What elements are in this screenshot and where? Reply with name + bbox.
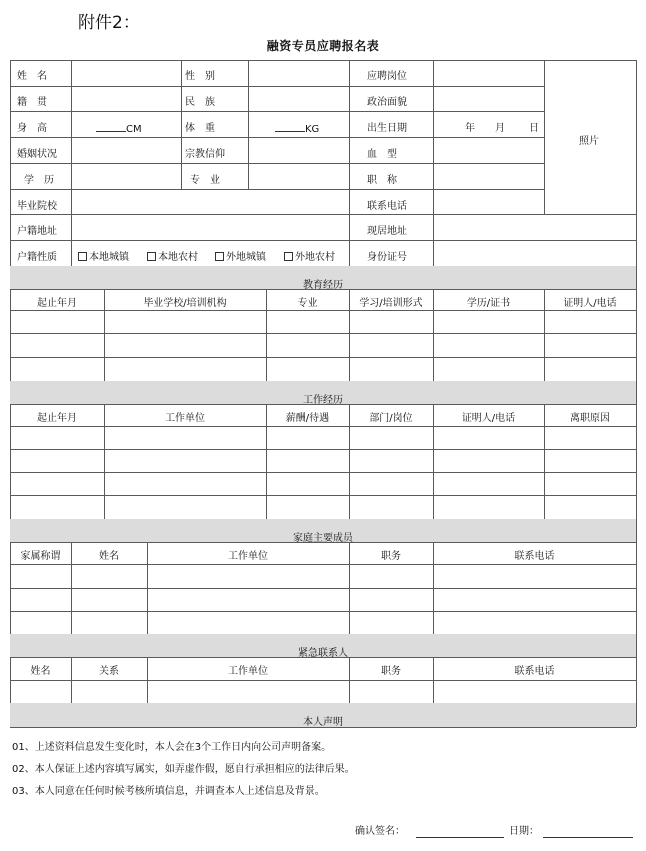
edu-header-school: 毕业学校/培训机构: [143, 298, 227, 309]
work-header-department: 部门/岗位: [369, 413, 413, 424]
work-header-salary: 薪酬/待遇: [285, 413, 330, 424]
birth-day: 日: [529, 123, 539, 134]
current-address-label: 现居地址: [367, 226, 407, 237]
work-header-leave-reason: 离职原因: [570, 413, 610, 424]
grid-line: [181, 60, 182, 189]
signature-line[interactable]: [416, 837, 504, 838]
emergency-header-relation: 关系: [99, 666, 119, 677]
declaration-item-1: 01、上述资料信息发生变化时，本人会在3个工作日内向公司声明备案。: [12, 742, 332, 753]
family-header-phone: 联系电话: [514, 551, 555, 562]
height-label: 身 高: [17, 123, 47, 134]
grid-line: [10, 111, 544, 112]
work-header-reference: 证明人/电话: [461, 413, 516, 424]
hukou-address-label: 户籍地址: [17, 226, 57, 237]
grid-line: [10, 163, 544, 164]
id-number-label: 身份证号: [367, 252, 407, 263]
grid-line: [636, 60, 637, 727]
emergency-header-employer: 工作单位: [228, 666, 268, 677]
edu-header-degree: 学历/证书: [466, 298, 511, 309]
grid-line: [10, 680, 636, 681]
hukou-option-3[interactable]: 外地城镇: [215, 252, 266, 263]
name-label: 姓 名: [17, 71, 47, 82]
major-label: 专 业: [190, 175, 220, 186]
hukou-option-2[interactable]: 本地农村: [147, 252, 198, 263]
grid-line: [10, 564, 636, 565]
family-header-relation: 家属称谓: [20, 551, 61, 562]
birth-date-label: 出生日期: [367, 123, 407, 134]
political-status-label: 政治面貌: [367, 97, 407, 108]
grid-line: [349, 60, 350, 266]
edu-header-period: 起止年月: [37, 298, 77, 309]
grid-line: [10, 86, 544, 87]
grid-line: [248, 60, 249, 189]
grid-line: [433, 657, 434, 703]
phone-label: 联系电话: [367, 201, 407, 212]
birth-month: 月: [495, 123, 505, 134]
edu-header-reference: 证明人/电话: [563, 298, 617, 309]
checkbox-icon: [284, 252, 293, 261]
position-label: 应聘岗位: [367, 71, 407, 82]
declaration-item-3: 03、本人同意在任何时候考核所填信息，并调查本人上述信息及背景。: [12, 786, 325, 797]
grid-line: [10, 588, 636, 589]
weight-field[interactable]: [275, 123, 319, 135]
grid-line: [71, 657, 72, 703]
declaration-item-2: 02、本人保证上述内容填写属实，如弄虚作假，愿自行承担相应的法律后果。: [12, 764, 355, 775]
edu-header-major: 专业: [297, 298, 318, 309]
family-section-title: 家庭主要成员: [293, 533, 353, 544]
grid-line: [10, 60, 636, 61]
hukou-type-label: 户籍性质: [17, 252, 57, 263]
grid-line: [10, 214, 636, 215]
education-label: 学 历: [24, 175, 54, 186]
blood-type-label: 血 型: [367, 149, 397, 160]
family-header-employer: 工作单位: [228, 551, 268, 562]
grid-line: [147, 657, 148, 703]
school-label: 毕业院校: [17, 201, 57, 212]
signature-label: 确认签名：: [355, 826, 405, 837]
marital-status-label: 婚姻状况: [17, 149, 57, 160]
job-title-label: 职 称: [367, 175, 397, 186]
height-unit: CM: [126, 124, 142, 135]
grid-line: [71, 60, 72, 266]
hukou-option-1[interactable]: 本地城镇: [78, 252, 129, 263]
native-place-label: 籍 贯: [17, 97, 47, 108]
religion-label: 宗教信仰: [185, 149, 225, 160]
photo-label: 照片: [579, 136, 599, 147]
weight-unit: KG: [305, 124, 320, 135]
checkbox-icon: [78, 252, 87, 261]
grid-line: [10, 189, 544, 190]
family-header-position: 职务: [381, 551, 401, 562]
family-header-name: 姓名: [99, 551, 119, 562]
grid-line: [10, 611, 636, 612]
grid-line: [349, 657, 350, 703]
date-label: 日期：: [509, 826, 539, 837]
emergency-section-title: 紧急联系人: [298, 648, 348, 659]
grid-line: [433, 60, 434, 266]
declaration-section-title: 本人声明: [303, 717, 343, 728]
weight-label: 体 重: [185, 123, 215, 134]
form-title: 融资专员应聘报名表: [266, 39, 380, 53]
grid-line: [544, 60, 545, 214]
grid-line: [10, 137, 544, 138]
checkbox-icon: [215, 252, 224, 261]
birth-year: 年: [465, 123, 475, 134]
work-header-employer: 工作单位: [165, 413, 205, 424]
checkbox-icon: [147, 252, 156, 261]
gender-label: 性 别: [185, 71, 215, 82]
emergency-header-phone: 联系电话: [514, 666, 555, 677]
work-section-title: 工作经历: [303, 395, 343, 406]
hukou-option-4[interactable]: 外地农村: [284, 252, 335, 263]
emergency-header-name: 姓名: [30, 666, 51, 677]
ethnicity-label: 民 族: [185, 97, 215, 108]
work-header-period: 起止年月: [37, 413, 77, 424]
date-line[interactable]: [543, 837, 633, 838]
attachment-label: 附件2：: [78, 13, 140, 33]
grid-line: [10, 240, 636, 241]
emergency-header-position: 职务: [381, 666, 401, 677]
height-field[interactable]: [96, 123, 142, 135]
education-section-title: 教育经历: [303, 280, 343, 291]
edu-header-study-form: 学习/培训形式: [359, 298, 423, 309]
